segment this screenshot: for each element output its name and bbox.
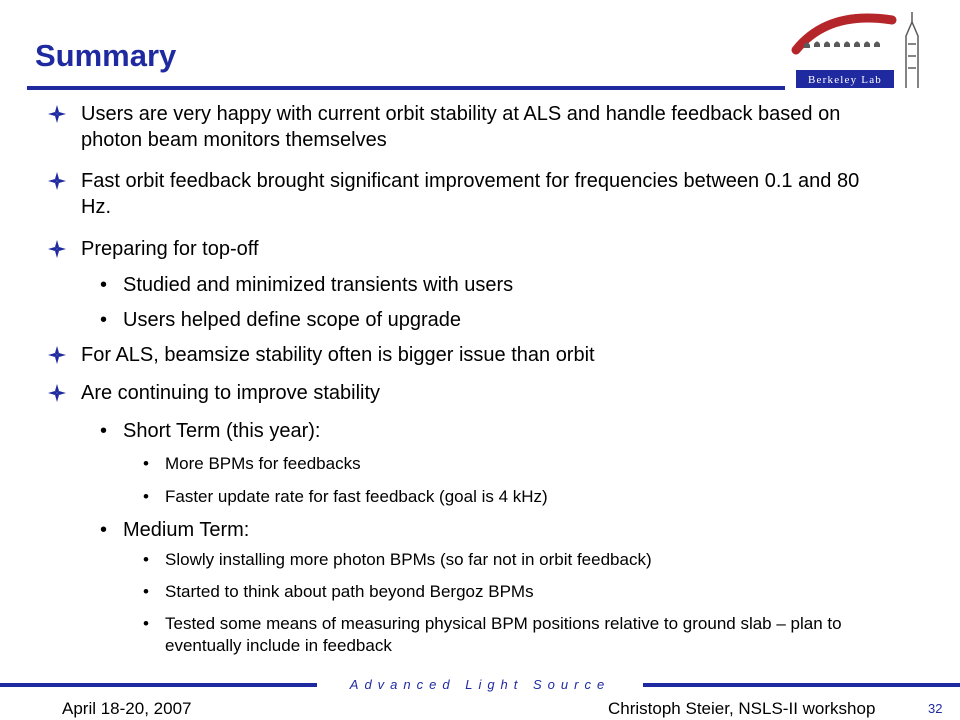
- diamond-bullet-icon: [48, 104, 66, 122]
- bullet-text: More BPMs for feedbacks: [165, 454, 361, 473]
- footer-rule-right: [643, 683, 960, 687]
- bullet-item: [143, 486, 903, 508]
- bullet-item: [48, 168, 888, 220]
- bullet-item: [100, 517, 880, 543]
- diamond-bullet-icon: [48, 239, 66, 257]
- bullet-dot-icon: •: [143, 487, 149, 506]
- bullet-item: [143, 581, 903, 603]
- bullet-text: Users are very happy with current orbit stability at ALS and handle feedback based on photon beam monitors themselves: [81, 103, 841, 151]
- bullet-dot-icon: •: [143, 550, 149, 569]
- bullet-text: Studied and minimized transients with users: [123, 274, 514, 296]
- bullet-item: [143, 549, 903, 571]
- bullet-text: Slowly installing more photon BPMs (so far not in orbit feedback): [165, 550, 652, 569]
- diamond-bullet-icon: [48, 171, 66, 189]
- bullet-dot-icon: •: [100, 274, 108, 296]
- slide-title: Summary: [35, 38, 177, 73]
- bullet-text: Started to think about path beyond Bergoz BPMs: [165, 582, 534, 601]
- footer-author: Christoph Steier, NSLS-II workshop: [608, 699, 876, 718]
- bullet-item: [143, 613, 903, 657]
- bullet-dot-icon: •: [143, 582, 149, 601]
- bullet-text: Preparing for top-off: [81, 238, 259, 260]
- bullet-text: Short Term (this year):: [123, 420, 321, 442]
- bullet-text: For ALS, beamsize stability often is bigger issue than orbit: [81, 344, 595, 366]
- bullet-text: Users helped define scope of upgrade: [123, 309, 462, 331]
- bullet-text: Tested some means of measuring physical BPM positions relative to ground slab – plan to eventually include in feedback: [165, 614, 842, 655]
- bullet-text: Faster update rate for fast feedback (goal is 4 kHz): [165, 487, 548, 506]
- bullet-item: [100, 272, 880, 298]
- footer-organization: Advanced Light Source: [349, 677, 611, 692]
- bullet-text: Medium Term:: [123, 519, 250, 541]
- bullet-item: [48, 380, 888, 406]
- bullet-dot-icon: •: [143, 614, 149, 633]
- bullet-item: [100, 307, 880, 333]
- bullet-text: Are continuing to improve stability: [81, 382, 381, 404]
- bullet-dot-icon: •: [100, 309, 108, 331]
- bullet-item: [48, 101, 888, 153]
- bullet-item: [143, 453, 903, 475]
- bullet-dot-icon: •: [100, 420, 108, 442]
- bullet-item: [48, 342, 888, 368]
- diamond-bullet-icon: [48, 345, 66, 363]
- bullet-item: [100, 418, 880, 444]
- diamond-bullet-icon: [48, 383, 66, 401]
- footer-date: April 18-20, 2007: [62, 699, 192, 718]
- page-number: 32: [928, 701, 943, 716]
- bullet-dot-icon: •: [100, 519, 108, 541]
- bullet-text: Fast orbit feedback brought significant improvement for frequencies between 0.1 and 80 Hz.: [81, 170, 860, 218]
- footer-rule-left: [0, 683, 317, 687]
- bullet-dot-icon: •: [143, 454, 149, 473]
- bullet-item: [48, 236, 888, 262]
- logo-text: Berkeley Lab: [808, 74, 882, 86]
